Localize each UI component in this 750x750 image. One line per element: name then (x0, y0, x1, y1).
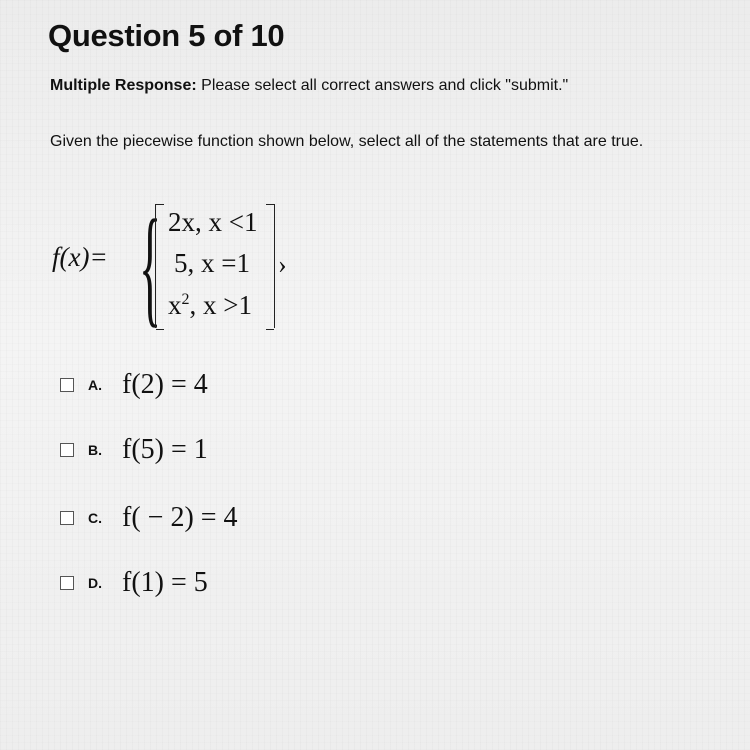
option-d-checkbox[interactable] (60, 576, 74, 590)
right-brace: › (278, 250, 287, 279)
function-piece-2: 5, x =1 (174, 248, 250, 278)
function-piece-3-condition: , x >1 (189, 290, 252, 320)
option-d-expression: f(1) = 5 (122, 567, 208, 598)
function-piece-3-exponent: 2 (181, 291, 190, 308)
function-piece-3-base: x (168, 290, 182, 320)
option-c-letter: C. (88, 510, 102, 526)
option-b-letter: B. (88, 442, 102, 458)
question-type-label: Multiple Response: (50, 77, 197, 94)
piecewise-function (52, 192, 312, 340)
option-d-letter: D. (88, 575, 102, 591)
function-pieces (155, 204, 275, 328)
left-brace: { (139, 192, 162, 339)
question-title: Question 5 of 10 (48, 18, 285, 53)
option-a[interactable] (60, 368, 208, 402)
function-lhs: f(x)= (52, 242, 108, 272)
question-type-instruction: Please select all correct answers and click "submit." (201, 77, 569, 94)
function-piece-3 (168, 290, 252, 321)
instructions (50, 77, 568, 95)
function-piece-1: 2x, x <1 (168, 207, 258, 237)
option-b-checkbox[interactable] (60, 443, 74, 457)
option-c-checkbox[interactable] (60, 511, 74, 525)
option-d[interactable] (60, 566, 208, 600)
option-b[interactable] (60, 433, 208, 467)
option-b-expression: f(5) = 1 (122, 434, 208, 465)
option-a-letter: A. (88, 377, 102, 393)
option-a-expression: f(2) = 4 (122, 369, 208, 400)
option-c[interactable] (60, 501, 238, 535)
option-c-expression: f( − 2) = 4 (122, 502, 238, 533)
question-prompt: Given the piecewise function shown below, select all of the statements that are true. (50, 133, 644, 150)
option-a-checkbox[interactable] (60, 378, 74, 392)
